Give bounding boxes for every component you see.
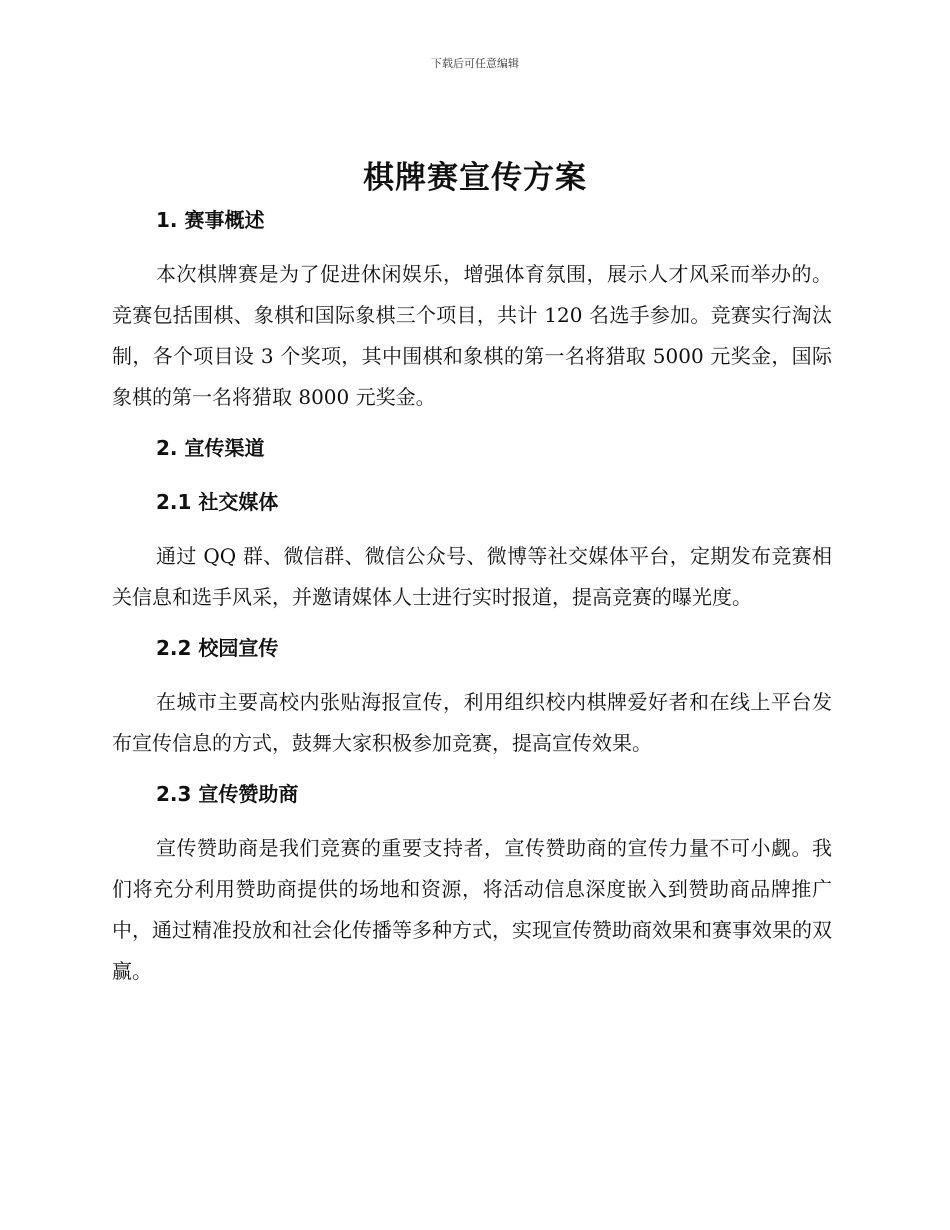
header-note: 下载后可任意编辑 bbox=[431, 57, 519, 70]
section-paragraph-campus: 在城市主要高校内张贴海报宣传，利用组织校内棋牌爱好者和在线上平台发布宣传信息的方式，鼓舞大家积极参加竞赛，提高宣传效果。 bbox=[112, 690, 832, 755]
section-paragraph-social-media: 通过 QQ 群、微信群、微信公众号、微博等社交媒体平台，定期发布竞赛相关信息和选手风采，并邀请媒体人士进行实时报道，提高竞赛的曝光度。 bbox=[112, 544, 832, 609]
section-paragraph-overview: 本次棋牌赛是为了促进休闲娱乐，增强体育氛围，展示人才风采而举办的。竞赛包括围棋、象棋和国际象棋三个项目，共计 120 名选手参加。竞赛实行淘汰制，各个项目设 3 个奖项，其中围棋和象棋的第一名将猎取 5000 元奖金，国际象棋的第一名将猎取 8000 元奖金。 bbox=[112, 262, 832, 409]
section-heading-campus: 2.2 校园宣传 bbox=[156, 636, 279, 660]
section-heading-social-media: 2.1 社交媒体 bbox=[156, 490, 279, 514]
section-paragraph-sponsors: 宣传赞助商是我们竞赛的重要支持者，宣传赞助商的宣传力量不可小觑。我们将充分利用赞助商提供的场地和资源，将活动信息深度嵌入到赞助商品牌推广中，通过精准投放和社会化传播等多种方式，实现宣传赞助商效果和赛事效果的双赢。 bbox=[112, 836, 832, 983]
section-heading-overview: 1. 赛事概述 bbox=[156, 208, 265, 232]
document-body bbox=[112, 200, 832, 992]
document-title: 棋牌赛宣传方案 bbox=[363, 160, 587, 196]
section-heading-channels: 2. 宣传渠道 bbox=[156, 436, 265, 460]
section-heading-sponsors: 2.3 宣传赞助商 bbox=[156, 782, 299, 806]
